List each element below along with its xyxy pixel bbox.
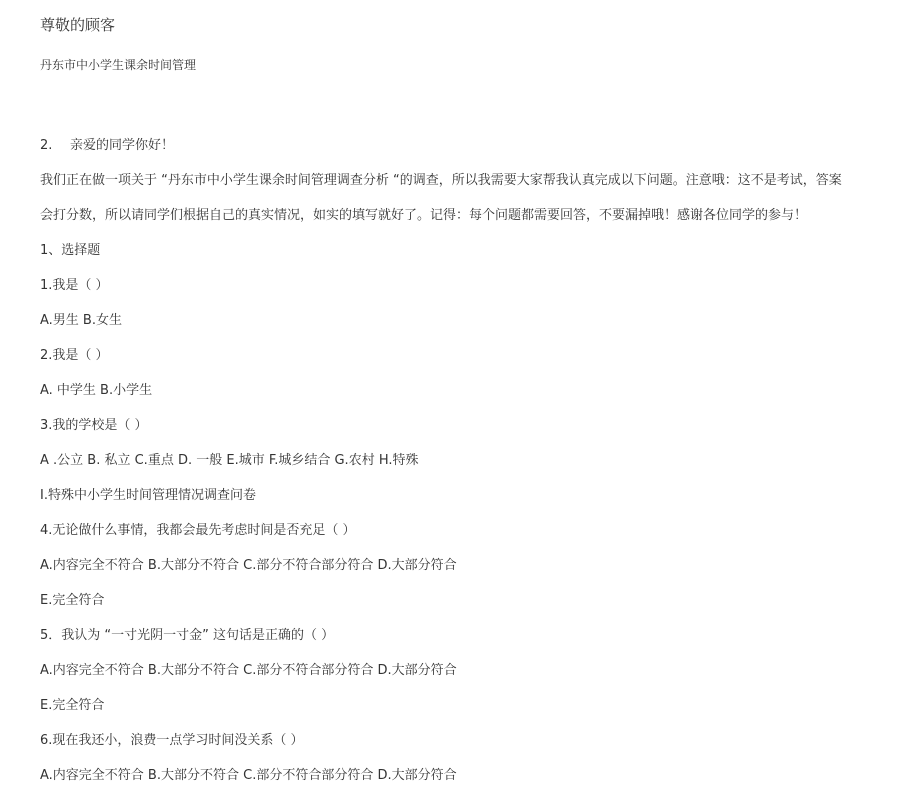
question-5-option-e: E.完全符合 — [40, 698, 105, 713]
question-6: 6.现在我还小，浪费一点学习时间没关系（ ） — [40, 733, 304, 748]
question-6-options: A.内容完全不符合 B.大部分不符合 C.部分不符合部分符合 D.大部分符合 — [40, 768, 457, 783]
question-3-options: A .公立 B. 私立 C.重点 D. 一般 E.城市 F.城乡结合 G.农村 H.特殊 — [40, 453, 419, 468]
question-4-options: A.内容完全不符合 B.大部分不符合 C.部分不符合部分符合 D.大部分符合 — [40, 558, 457, 573]
part-title: 1、选择题 — [40, 243, 101, 258]
greeting-heading: 尊敬的顾客 — [40, 16, 116, 34]
question-1: 1.我是（ ） — [40, 278, 109, 293]
question-2-options: A. 中学生 B.小学生 — [40, 383, 153, 398]
question-5: 5．我认为 “一寸光阴一寸金” 这句话是正确的（ ） — [40, 628, 335, 643]
question-4-option-e: E.完全符合 — [40, 593, 105, 608]
section-number: 2. — [40, 138, 53, 153]
section-title: 亲爱的同学你好！ — [70, 138, 175, 153]
question-2: 2.我是（ ） — [40, 348, 109, 363]
question-3: 3.我的学校是（ ） — [40, 418, 148, 433]
intro-paragraph-line-2: 会打分数，所以请同学们根据自己的真实情况，如实的填写就好了。记得：每个问题都需要回答，不要漏掉哦！感谢各位同学的参与！ — [40, 208, 808, 223]
question-5-options: A.内容完全不符合 B.大部分不符合 C.部分不符合部分符合 D.大部分符合 — [40, 663, 457, 678]
survey-title-line: I.特殊中小学生时间管理情况调查问卷 — [40, 488, 256, 503]
section-heading — [40, 136, 174, 156]
document-subtitle: 丹东市中小学生课余时间管理 — [40, 58, 197, 72]
question-4: 4.无论做什么事情，我都会最先考虑时间是否充足（ ） — [40, 523, 356, 538]
question-1-options: A.男生 B.女生 — [40, 313, 122, 328]
intro-paragraph-line-1: 我们正在做一项关于 “丹东市中小学生课余时间管理调查分析 “的调查，所以我需要大家帮我认真完成以下问题。注意哦：这不是考试，答案 — [40, 173, 842, 188]
